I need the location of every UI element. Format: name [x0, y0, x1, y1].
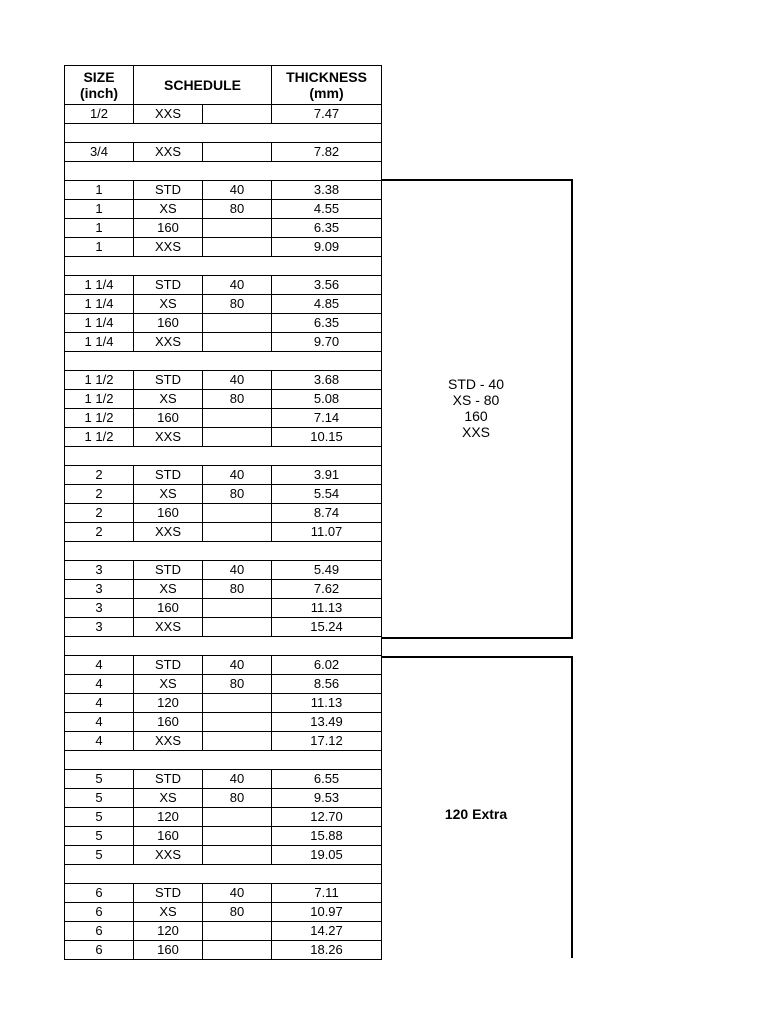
cell-schedule-number [203, 827, 272, 846]
header-schedule: SCHEDULE [134, 66, 272, 105]
header-thickness [272, 66, 382, 105]
cell-schedule: XXS [134, 732, 203, 751]
cell-schedule-number: 40 [203, 371, 272, 390]
cell-schedule: 160 [134, 219, 203, 238]
cell-schedule: 160 [134, 941, 203, 960]
cell-size: 1 1/2 [65, 390, 134, 409]
table-row [65, 732, 382, 751]
group-note-std-xs [426, 376, 526, 440]
cell-size: 1 [65, 181, 134, 200]
cell-schedule-number [203, 941, 272, 960]
cell-thickness: 19.05 [272, 846, 382, 865]
group-note-120-extra: 120 Extra [444, 806, 508, 822]
cell-schedule: STD [134, 561, 203, 580]
cell-size: 5 [65, 827, 134, 846]
cell-size: 6 [65, 922, 134, 941]
cell-schedule: XXS [134, 105, 203, 124]
cell-thickness: 3.68 [272, 371, 382, 390]
cell-thickness: 7.62 [272, 580, 382, 599]
cell-thickness: 7.47 [272, 105, 382, 124]
cell-schedule: XS [134, 200, 203, 219]
cell-schedule-number [203, 409, 272, 428]
cell-size: 1 1/2 [65, 371, 134, 390]
pipe-schedule-table [64, 65, 382, 960]
spacer-row [65, 352, 382, 371]
cell-size: 1/2 [65, 105, 134, 124]
cell-schedule-number [203, 922, 272, 941]
cell-thickness: 8.56 [272, 675, 382, 694]
table-row [65, 827, 382, 846]
cell-thickness: 11.13 [272, 599, 382, 618]
cell-size: 4 [65, 713, 134, 732]
cell-thickness: 4.85 [272, 295, 382, 314]
cell-schedule: XXS [134, 143, 203, 162]
table-row [65, 200, 382, 219]
cell-schedule: STD [134, 466, 203, 485]
table-row [65, 903, 382, 922]
cell-schedule: STD [134, 371, 203, 390]
cell-size: 1 [65, 219, 134, 238]
cell-schedule: XXS [134, 333, 203, 352]
cell-thickness: 12.70 [272, 808, 382, 827]
cell-thickness: 15.24 [272, 618, 382, 637]
note-line: STD - 40 [447, 376, 504, 392]
cell-size: 4 [65, 694, 134, 713]
spacer-row [65, 447, 382, 466]
table-row [65, 276, 382, 295]
table-row [65, 656, 382, 675]
cell-schedule-number: 40 [203, 181, 272, 200]
cell-thickness: 11.07 [272, 523, 382, 542]
cell-schedule: XS [134, 903, 203, 922]
cell-schedule-number [203, 694, 272, 713]
cell-thickness: 13.49 [272, 713, 382, 732]
cell-schedule-number [203, 523, 272, 542]
cell-schedule-number: 80 [203, 580, 272, 599]
cell-schedule: 160 [134, 504, 203, 523]
header-thickness-unit: (mm) [309, 85, 344, 101]
spacer-row [65, 751, 382, 770]
cell-schedule-number [203, 808, 272, 827]
spacer-row [65, 542, 382, 561]
cell-size: 2 [65, 485, 134, 504]
cell-schedule: STD [134, 181, 203, 200]
cell-thickness: 8.74 [272, 504, 382, 523]
header-size-unit: (inch) [79, 85, 119, 101]
header-size-label: SIZE [83, 69, 115, 85]
cell-thickness: 5.49 [272, 561, 382, 580]
cell-thickness: 5.54 [272, 485, 382, 504]
table-row [65, 941, 382, 960]
cell-schedule: 160 [134, 599, 203, 618]
cell-thickness: 5.08 [272, 390, 382, 409]
cell-schedule: 160 [134, 409, 203, 428]
cell-schedule: XXS [134, 618, 203, 637]
cell-thickness: 6.35 [272, 314, 382, 333]
table-row [65, 314, 382, 333]
spacer-row [65, 637, 382, 656]
cell-schedule: XXS [134, 523, 203, 542]
cell-schedule-number [203, 599, 272, 618]
cell-thickness: 7.82 [272, 143, 382, 162]
cell-schedule: STD [134, 884, 203, 903]
cell-thickness: 4.55 [272, 200, 382, 219]
cell-thickness: 14.27 [272, 922, 382, 941]
cell-thickness: 3.91 [272, 466, 382, 485]
cell-schedule: XS [134, 675, 203, 694]
table-row [65, 846, 382, 865]
spacer-row [65, 124, 382, 143]
cell-size: 2 [65, 466, 134, 485]
cell-schedule: XS [134, 485, 203, 504]
header-size [65, 66, 134, 105]
cell-schedule-number: 40 [203, 656, 272, 675]
spacer-cell [65, 751, 382, 770]
table-row [65, 390, 382, 409]
cell-schedule: STD [134, 276, 203, 295]
cell-schedule-number: 80 [203, 903, 272, 922]
note-line: XXS [461, 424, 490, 440]
cell-schedule: 160 [134, 314, 203, 333]
table-row [65, 770, 382, 789]
table-row [65, 884, 382, 903]
cell-size: 4 [65, 675, 134, 694]
cell-size: 6 [65, 941, 134, 960]
cell-size: 6 [65, 884, 134, 903]
cell-size: 5 [65, 808, 134, 827]
cell-schedule: XXS [134, 428, 203, 447]
cell-schedule-number [203, 238, 272, 257]
cell-size: 1 [65, 200, 134, 219]
cell-schedule: XS [134, 789, 203, 808]
cell-schedule-number: 40 [203, 466, 272, 485]
table-row [65, 466, 382, 485]
cell-schedule-number: 40 [203, 276, 272, 295]
cell-size: 6 [65, 903, 134, 922]
table-row [65, 371, 382, 390]
cell-schedule-number [203, 143, 272, 162]
table-row [65, 181, 382, 200]
spacer-cell [65, 637, 382, 656]
spacer-row [65, 162, 382, 181]
table-row [65, 105, 382, 124]
cell-thickness: 9.53 [272, 789, 382, 808]
cell-thickness: 7.14 [272, 409, 382, 428]
cell-size: 1 1/4 [65, 276, 134, 295]
table-row [65, 504, 382, 523]
cell-size: 3 [65, 580, 134, 599]
table-body [65, 66, 382, 960]
cell-size: 3 [65, 599, 134, 618]
table-row [65, 485, 382, 504]
table-row [65, 238, 382, 257]
cell-size: 1 1/4 [65, 295, 134, 314]
cell-size: 1 1/2 [65, 409, 134, 428]
cell-thickness: 6.02 [272, 656, 382, 675]
header-thickness-label: THICKNESS [286, 69, 367, 85]
cell-schedule-number [203, 713, 272, 732]
table-row [65, 561, 382, 580]
cell-schedule-number: 40 [203, 884, 272, 903]
table-row [65, 333, 382, 352]
cell-size: 4 [65, 732, 134, 751]
cell-schedule-number: 80 [203, 200, 272, 219]
cell-thickness: 7.11 [272, 884, 382, 903]
cell-size: 4 [65, 656, 134, 675]
table-row [65, 694, 382, 713]
cell-thickness: 3.56 [272, 276, 382, 295]
cell-schedule-number: 80 [203, 675, 272, 694]
cell-schedule: 120 [134, 922, 203, 941]
cell-size: 3 [65, 561, 134, 580]
cell-thickness: 15.88 [272, 827, 382, 846]
cell-schedule-number [203, 618, 272, 637]
cell-schedule: 160 [134, 827, 203, 846]
spacer-cell [65, 162, 382, 181]
table-row [65, 523, 382, 542]
cell-size: 5 [65, 789, 134, 808]
cell-schedule-number [203, 105, 272, 124]
cell-schedule-number: 80 [203, 295, 272, 314]
cell-schedule: STD [134, 770, 203, 789]
cell-size: 5 [65, 846, 134, 865]
table-row [65, 295, 382, 314]
cell-schedule: XS [134, 390, 203, 409]
cell-schedule: XXS [134, 846, 203, 865]
cell-thickness: 9.70 [272, 333, 382, 352]
table-row [65, 675, 382, 694]
cell-thickness: 6.35 [272, 219, 382, 238]
cell-schedule-number: 80 [203, 485, 272, 504]
cell-schedule-number: 40 [203, 770, 272, 789]
cell-schedule-number: 80 [203, 789, 272, 808]
cell-size: 1 1/4 [65, 333, 134, 352]
spacer-cell [65, 542, 382, 561]
table-row [65, 599, 382, 618]
spacer-cell [65, 124, 382, 143]
note-line: XS - 80 [452, 392, 500, 408]
cell-thickness: 9.09 [272, 238, 382, 257]
table-row [65, 789, 382, 808]
spacer-row [65, 257, 382, 276]
cell-schedule-number: 40 [203, 561, 272, 580]
cell-schedule-number [203, 504, 272, 523]
cell-size: 3 [65, 618, 134, 637]
cell-size: 5 [65, 770, 134, 789]
table-row [65, 808, 382, 827]
note-line: 160 [464, 408, 488, 424]
cell-size: 2 [65, 504, 134, 523]
table-row [65, 428, 382, 447]
table-row [65, 618, 382, 637]
cell-thickness: 18.26 [272, 941, 382, 960]
cell-schedule: 120 [134, 808, 203, 827]
cell-schedule-number [203, 428, 272, 447]
cell-schedule: XS [134, 295, 203, 314]
cell-schedule: 160 [134, 713, 203, 732]
cell-schedule-number [203, 846, 272, 865]
table-row [65, 219, 382, 238]
cell-size: 1 1/4 [65, 314, 134, 333]
cell-thickness: 11.13 [272, 694, 382, 713]
cell-thickness: 6.55 [272, 770, 382, 789]
cell-schedule-number [203, 219, 272, 238]
cell-size: 3/4 [65, 143, 134, 162]
table-row [65, 922, 382, 941]
spacer-row [65, 865, 382, 884]
cell-schedule-number [203, 314, 272, 333]
cell-size: 2 [65, 523, 134, 542]
cell-thickness: 10.15 [272, 428, 382, 447]
cell-thickness: 3.38 [272, 181, 382, 200]
cell-size: 1 1/2 [65, 428, 134, 447]
table-row [65, 580, 382, 599]
cell-size: 1 [65, 238, 134, 257]
cell-schedule-number [203, 333, 272, 352]
cell-schedule-number: 80 [203, 390, 272, 409]
cell-schedule-number [203, 732, 272, 751]
cell-thickness: 10.97 [272, 903, 382, 922]
spacer-cell [65, 257, 382, 276]
table-row [65, 143, 382, 162]
header-row [65, 66, 382, 105]
table-row [65, 713, 382, 732]
cell-thickness: 17.12 [272, 732, 382, 751]
spacer-cell [65, 447, 382, 466]
cell-schedule: XS [134, 580, 203, 599]
cell-schedule: 120 [134, 694, 203, 713]
spacer-cell [65, 352, 382, 371]
cell-schedule: STD [134, 656, 203, 675]
cell-schedule: XXS [134, 238, 203, 257]
table-row [65, 409, 382, 428]
spacer-cell [65, 865, 382, 884]
